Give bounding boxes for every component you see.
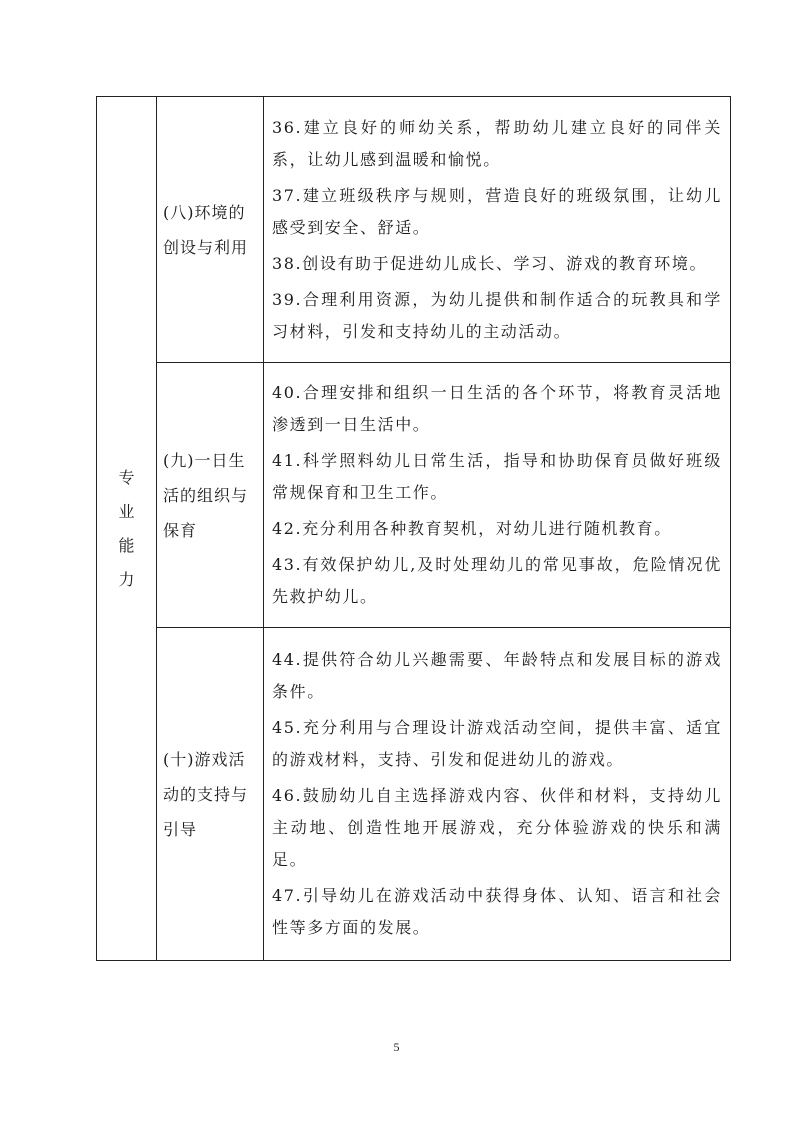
field-label: (十)游戏活动的支持与引导: [163, 749, 249, 839]
requirement-item: 37.建立班级秩序与规则，营造良好的班级氛围，让幼儿感受到安全、舒适。: [272, 185, 722, 237]
requirement-item: 41.科学照料幼儿日常生活，指导和协助保育员做好班级常规保育和卫生工作。: [272, 451, 722, 502]
dimension-label: [118, 461, 134, 597]
requirement-item: 40.合理安排和组织一日生活的各个环节，将教育灵活地渗透到一日生活中。: [272, 383, 722, 434]
requirement-item: 38.创设有助于促进幼儿成长、学习、游戏的教育环境。: [272, 253, 708, 273]
page-number: 5: [393, 1040, 400, 1054]
requirement-item: 42.充分利用各种教育契机，对幼儿进行随机教育。: [272, 519, 672, 538]
field-cell-daily-life: [157, 363, 264, 628]
requirements-cell-play: [264, 628, 731, 961]
dimension-char: 业: [118, 501, 135, 521]
requirements-cell-daily-life: [264, 363, 731, 628]
table-row-play: [97, 628, 731, 961]
requirement-item: 43.有效保护幼儿,及时处理幼儿的常见事故，危险情况优先救护幼儿。: [272, 555, 722, 606]
table-row-daily-life: [97, 363, 731, 628]
dimension-char: 力: [118, 569, 135, 589]
field-label: (九)一日生活的组织与保育: [163, 450, 249, 540]
requirement-item: 45.充分利用与合理设计游戏活动空间，提供丰富、适宜的游戏材料，支持、引发和促进幼儿的游戏。: [272, 718, 722, 769]
requirement-item: 44.提供符合幼儿兴趣需要、年龄特点和发展目标的游戏条件。: [272, 650, 722, 701]
requirement-item: 39.合理利用资源，为幼儿提供和制作适合的玩教具和学习材料，引发和支持幼儿的主动活动。: [272, 289, 722, 341]
field-label: (八)环境的创设与利用: [163, 202, 249, 257]
dimension-cell: [97, 97, 157, 961]
standards-table: [96, 96, 731, 961]
requirement-item: 36.建立良好的师幼关系，帮助幼儿建立良好的同伴关系，让幼儿感到温暖和愉悦。: [272, 117, 722, 169]
field-cell-environment: [157, 97, 264, 363]
dimension-char: 能: [118, 535, 135, 555]
requirement-item: 46.鼓励幼儿自主选择游戏内容、伙伴和材料，支持幼儿主动地、创造性地开展游戏，充分体验游戏的快乐和满足。: [272, 786, 722, 869]
requirement-item: 47.引导幼儿在游戏活动中获得身体、认知、语言和社会性等多方面的发展。: [272, 886, 722, 937]
dimension-char: 专: [118, 467, 135, 487]
table-row-environment: [97, 97, 731, 363]
field-cell-play: [157, 628, 264, 961]
requirements-cell-environment: [264, 97, 731, 363]
